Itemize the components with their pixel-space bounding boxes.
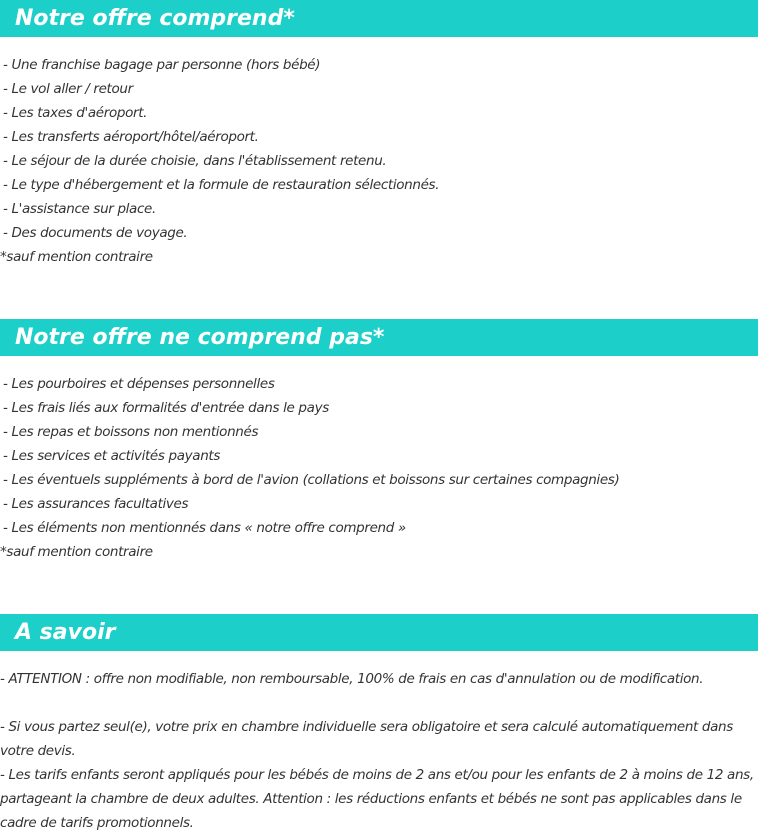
list-item: - Les services et activités payants bbox=[3, 448, 221, 464]
excludes-list bbox=[0, 372, 758, 564]
list-item: - Les transferts aéroport/hôtel/aéroport. bbox=[3, 129, 259, 145]
includes-list bbox=[0, 53, 758, 269]
list-item: - Le vol aller / retour bbox=[3, 81, 133, 97]
list-item: - L'assistance sur place. bbox=[3, 201, 156, 217]
footnote: *sauf mention contraire bbox=[0, 249, 153, 265]
section-header-includes: Notre offre comprend* bbox=[0, 0, 758, 37]
list-item: - Les repas et boissons non mentionnés bbox=[3, 424, 259, 440]
info-paragraph: - ATTENTION : offre non modifiable, non remboursable, 100% de frais en cas d'annulation ou de modification. bbox=[0, 671, 704, 687]
list-item: - Le type d'hébergement et la formule de restauration sélectionnés. bbox=[3, 177, 440, 193]
list-item: - Les taxes d'aéroport. bbox=[3, 105, 148, 121]
section-header-excludes: Notre offre ne comprend pas* bbox=[0, 319, 758, 356]
list-item: - Une franchise bagage par personne (hors bébé) bbox=[3, 57, 321, 73]
info-paragraph: - Si vous partez seul(e), votre prix en chambre individuelle sera obligatoire et sera calculé automatiquement dans votre devis. bbox=[0, 719, 733, 759]
list-item: - Les éventuels suppléments à bord de l'avion (collations et boissons sur certaines compagnies) bbox=[3, 472, 620, 488]
info-text bbox=[0, 667, 754, 835]
section-header-info: A savoir bbox=[0, 614, 758, 651]
list-item: - Des documents de voyage. bbox=[3, 225, 188, 241]
list-item: - Le séjour de la durée choisie, dans l'établissement retenu. bbox=[3, 153, 387, 169]
list-item: - Les frais liés aux formalités d'entrée dans le pays bbox=[3, 400, 329, 416]
list-item: - Les assurances facultatives bbox=[3, 496, 189, 512]
info-paragraph: - Les tarifs enfants seront appliqués pour les bébés de moins de 2 ans et/ou pour les enfants de 2 à moins de 12 ans, partageant la chambre de deux adultes. Attention : les réductions enfants et bébés ne sont pas applicables dans le cadre de tarifs promotionnels. bbox=[0, 767, 754, 831]
list-item: - Les éléments non mentionnés dans « notre offre comprend » bbox=[3, 520, 406, 536]
footnote: *sauf mention contraire bbox=[0, 544, 153, 560]
list-item: - Les pourboires et dépenses personnelles bbox=[3, 376, 275, 392]
